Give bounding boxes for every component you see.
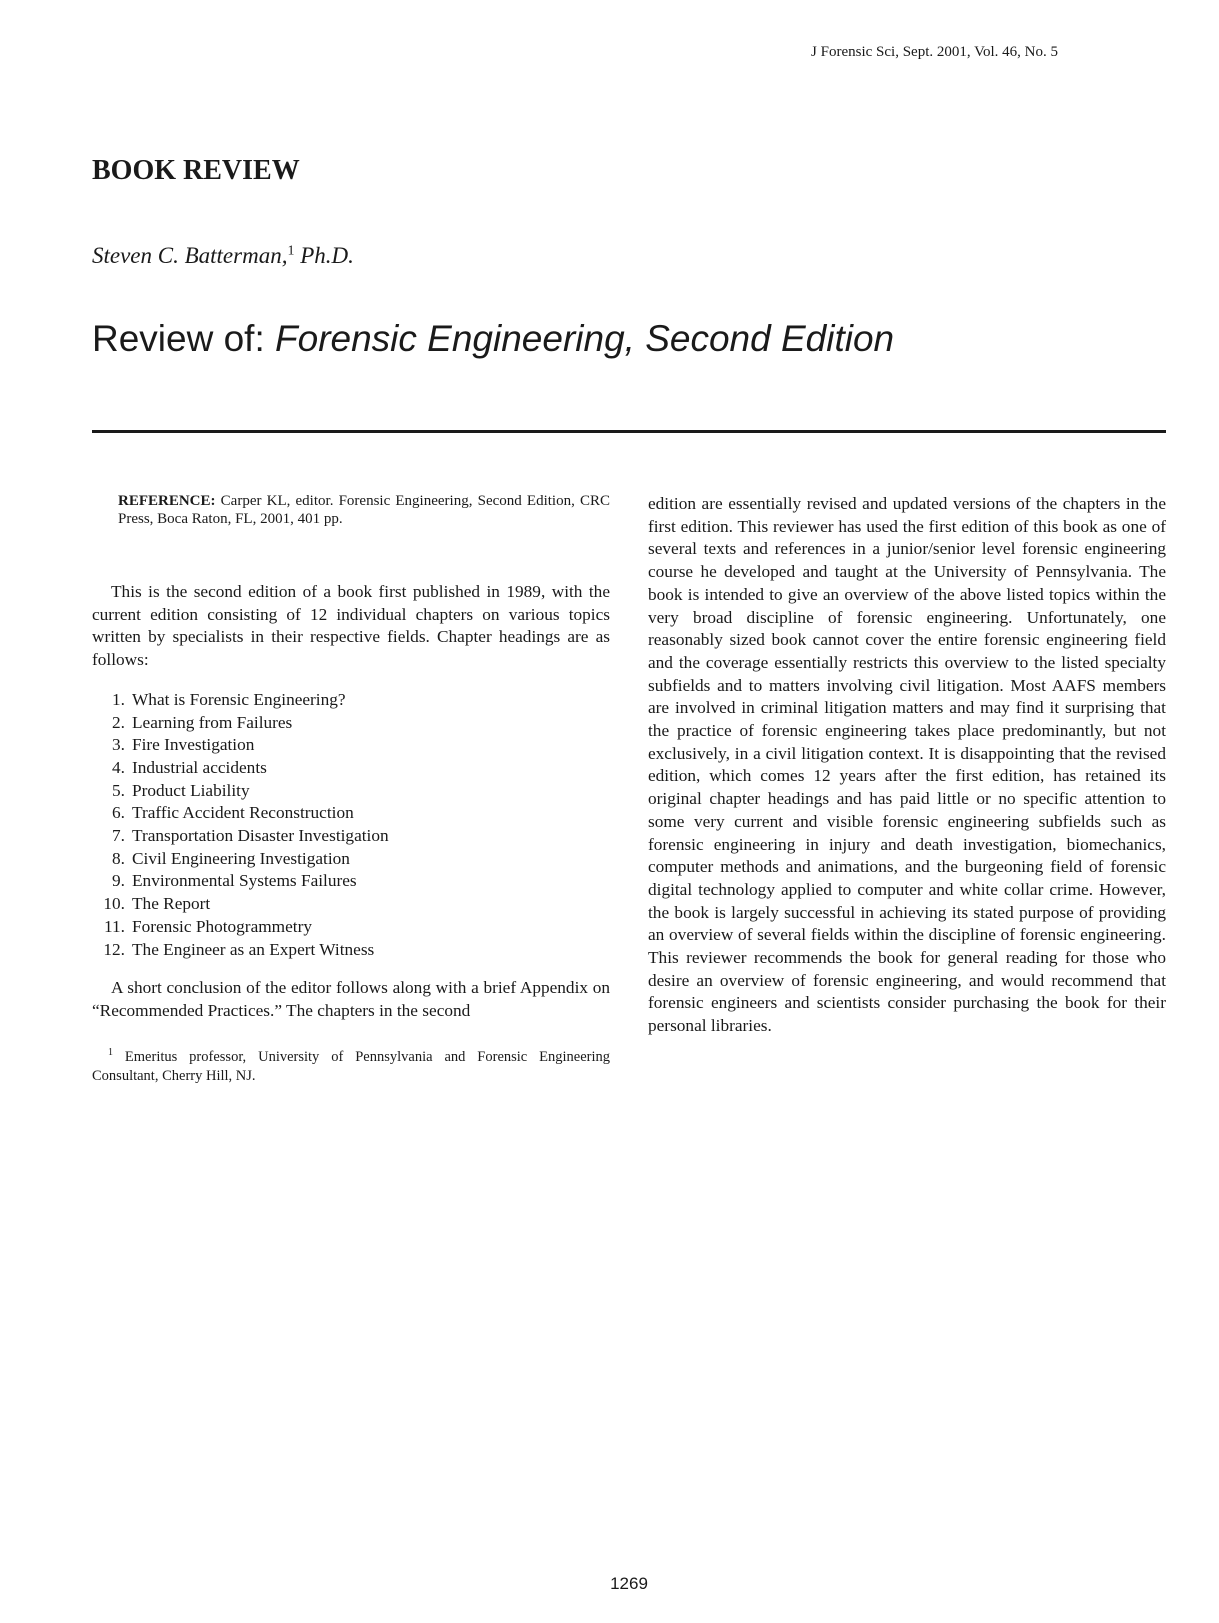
author-degree: Ph.D.	[300, 243, 354, 268]
body-paragraph-1: This is the second edition of a book first published in 1989, with the current edition consisting of 12 individual chapters on various topics written by specialists in their respective fields. Chapter headings are as follows:	[92, 582, 610, 670]
chapter-title: The Report	[132, 894, 211, 914]
footnote-text: Emeritus professor, University of Pennsylvania and Forensic Engineering Consultant, Cherry Hill, NJ.	[92, 1048, 611, 1085]
author-name: Steven C. Batterman,	[92, 243, 288, 268]
list-item	[92, 734, 610, 757]
chapter-title: Transportation Disaster Investigation	[132, 826, 389, 846]
chapter-number: 2.	[112, 712, 125, 732]
chapter-number: 11.	[104, 916, 125, 936]
chapter-title: What is Forensic Engineering?	[132, 689, 346, 709]
list-item	[92, 712, 610, 735]
chapter-title: Forensic Photogrammetry	[132, 916, 312, 936]
list-item	[92, 689, 610, 712]
footnote-mark: 1	[108, 1046, 113, 1058]
left-column	[92, 493, 610, 1087]
reference-text: Carper KL, editor. Forensic Engineering, Second Edition, CRC Press, Boca Raton, FL, 2001, 401 pp.	[118, 493, 610, 527]
book-title: Forensic Engineering, Second Edition	[275, 318, 895, 359]
chapter-title: Fire Investigation	[132, 735, 255, 755]
title-rule	[92, 430, 1166, 433]
running-head: J Forensic Sci, Sept. 2001, Vol. 46, No. 5	[811, 44, 1058, 60]
chapter-number: 4.	[112, 757, 125, 777]
chapter-title: Industrial accidents	[132, 757, 267, 777]
chapter-title: Learning from Failures	[132, 712, 293, 732]
author-line	[92, 243, 354, 269]
chapter-number: 3.	[112, 735, 125, 755]
list-item	[92, 848, 610, 871]
chapter-number: 10.	[103, 894, 125, 914]
list-item	[92, 780, 610, 803]
list-item	[92, 916, 610, 939]
body-paragraph-2: A short conclusion of the editor follows along with a brief Appendix on “Recommended Practices.” The chapters in the second	[92, 978, 610, 1020]
list-item	[92, 757, 610, 780]
chapter-title: Product Liability	[132, 780, 250, 800]
body-paragraph-3: edition are essentially revised and updated versions of the chapters in the first edition. This reviewer has used the first edition of this book as one of several texts and references in a junior/senior level forensic engineering course he developed and taught at the University of Pennsylvania. The book is intended to give an overview of the above listed topics within the very broad discipline of forensic engineering. Unfortunately, one reasonably sized book cannot cover the entire forensic engineering field and the coverage essentially restricts this overview to the listed specialty subfields and to matters involving civil litigation. Most AAFS members are involved in criminal litigation matters and may find it surprising that the practice of forensic engineering takes place predominantly, but not exclusively, in a civil litigation context. It is disappointing that the revised edition, which comes 12 years after the first edition, has retained its original chapter headings and has paid little or no specific attention to some very current and visible forensic engineering subfields such as forensic engineering in injury and death investigation, biomechanics, computer methods and animations, and the burgeoning field of forensic digital technology applied to computer and white collar crime. However, the book is largely successful in achieving its stated purpose of providing an overview of several fields within the discipline of forensic engineering. This reviewer recommends the book for general reading for those who desire an overview of forensic engineering, and would recommend that forensic engineers and scientists consider purchasing the book for their personal libraries.	[648, 494, 1166, 1036]
chapter-number: 1.	[112, 689, 125, 709]
list-item	[92, 825, 610, 848]
chapter-number: 12.	[103, 939, 125, 959]
list-item	[92, 893, 610, 916]
list-item	[92, 802, 610, 825]
chapter-list	[92, 689, 610, 961]
chapter-number: 7.	[112, 826, 125, 846]
reference-label: REFERENCE:	[118, 493, 216, 509]
author-footnote-mark[interactable]: 1	[287, 243, 295, 259]
chapter-number: 6.	[112, 803, 125, 823]
section-label: BOOK REVIEW	[92, 155, 300, 186]
right-column	[648, 493, 1166, 1038]
list-item	[92, 870, 610, 893]
page-number: 1269	[610, 1574, 648, 1593]
chapter-title: The Engineer as an Expert Witness	[132, 939, 375, 959]
chapter-number: 9.	[112, 871, 125, 891]
chapter-number: 5.	[112, 780, 125, 800]
title-prefix: Review of:	[92, 318, 265, 359]
chapter-title: Traffic Accident Reconstruction	[132, 803, 354, 823]
chapter-title: Environmental Systems Failures	[132, 871, 357, 891]
reference-block	[118, 493, 610, 528]
footnote	[92, 1048, 610, 1087]
list-item	[92, 939, 610, 962]
chapter-number: 8.	[112, 848, 125, 868]
review-title	[92, 318, 894, 360]
chapter-title: Civil Engineering Investigation	[132, 848, 350, 868]
